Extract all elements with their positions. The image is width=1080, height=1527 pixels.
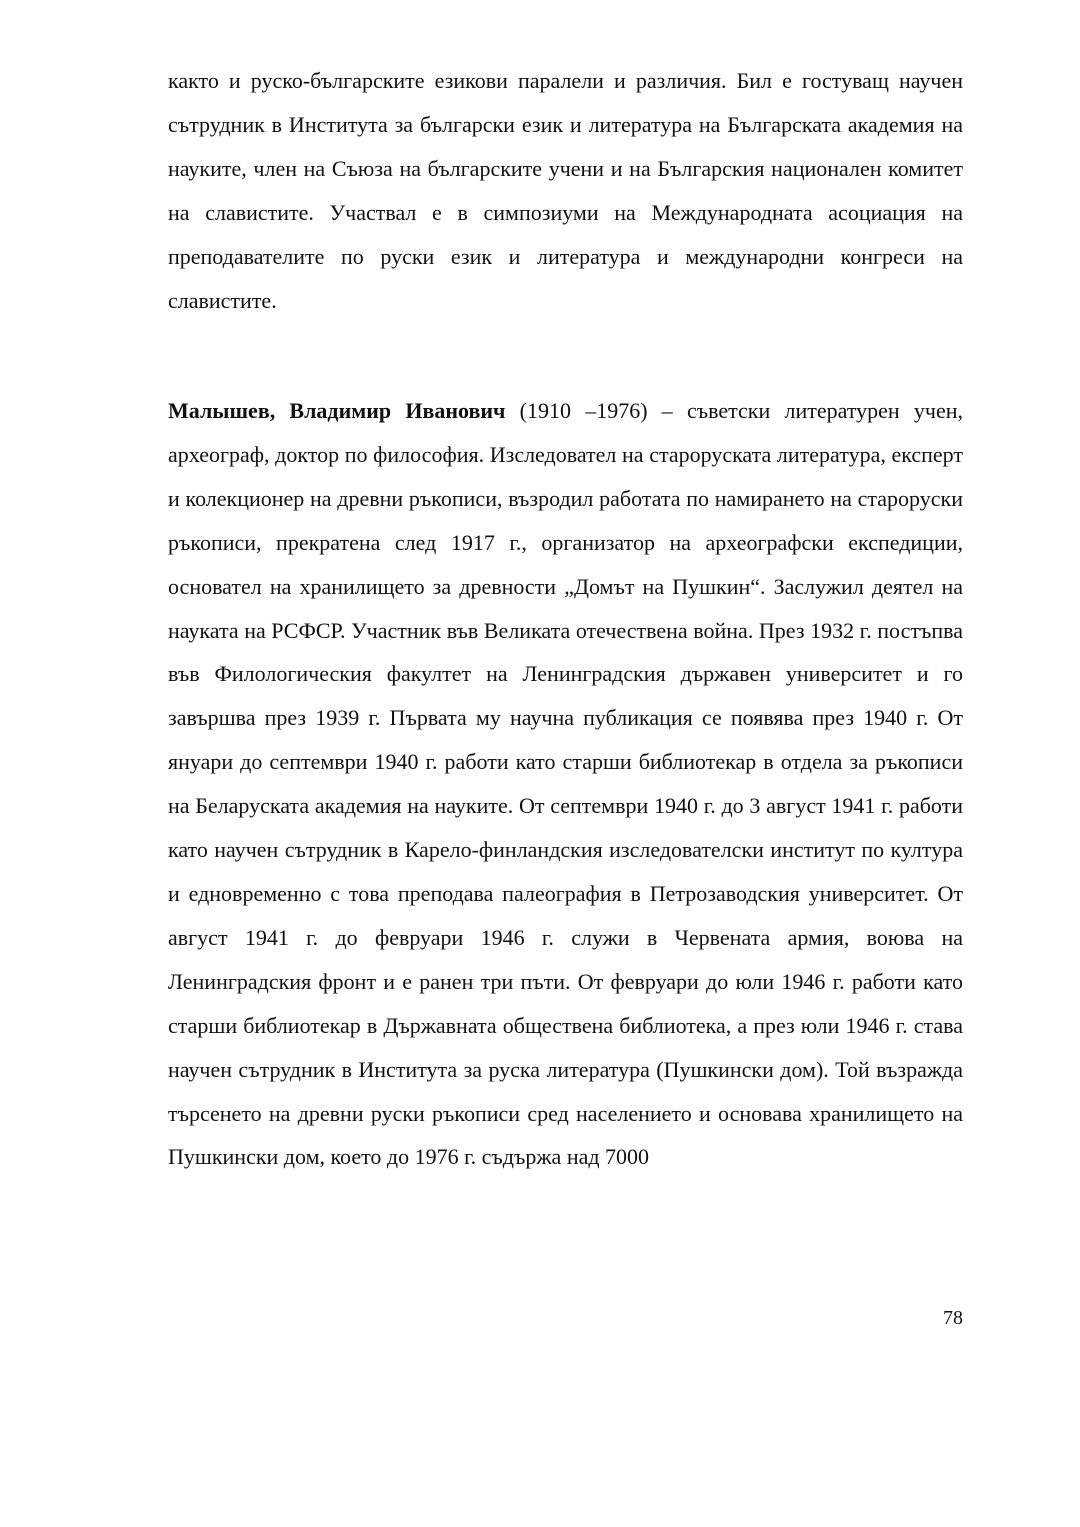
entry-name: Малышев, Владимир Иванович	[168, 398, 506, 423]
page-number: 78	[943, 1307, 963, 1329]
entry-text: (1910 –1976) – съветски литературен учен, археограф, доктор по философия. Изследовател на староруската литература, експерт и колекционер на древни ръкописи, възродил работата по намирането на староруски ръкописи, прекратена след 1917 г., организатор на археографски експедиции, основател на хранилището за древности „Домът на Пушкин“. Заслужил деятел на науката на РСФСР. Участник във Великата отечествена война. През 1932 г. постъпва във Филологическия факултет на Ленинградския държавен университет и го завършва през 1939 г. Първата му научна публикация се появява през 1940 г. От януари до септември 1940 г. работи като старши библиотекар в отдела за ръкописи на Беларуската академия на науките. От септември 1940 г. до 3 август 1941 г. работи като научен сътрудник в Карело-финландския изследователски институт по култура и едновременно с това преподава палеография в Петрозаводския университет. От август 1941 г. до февруари 1946 г. служи в Червената армия, воюва на Ленинградския фронт и е ранен три пъти. От февруари до юли 1946 г. работи като старши библиотекар в Държавната обществена библиотека, а през юли 1946 г. става научен сътрудник в Института за руска литература (Пушкински дом). Той възражда търсенето на древни руски ръкописи сред населението и основава хранилището на Пушкински дом, което до 1976 г. съдържа над 7000	[168, 398, 964, 1170]
biography-entry	[168, 389, 963, 1179]
paragraph-continuation: както и руско-българските езикови паралели и различия. Бил е гостуващ научен сътрудник в Института за български език и литература на Българската академия на науките, член на Съюза на българските учени и на Българския национален комитет на славистите. Участвал е в симпозиуми на Международната асоциация на преподавателите по руски език и литература и международни конгреси на славистите.	[168, 68, 963, 313]
